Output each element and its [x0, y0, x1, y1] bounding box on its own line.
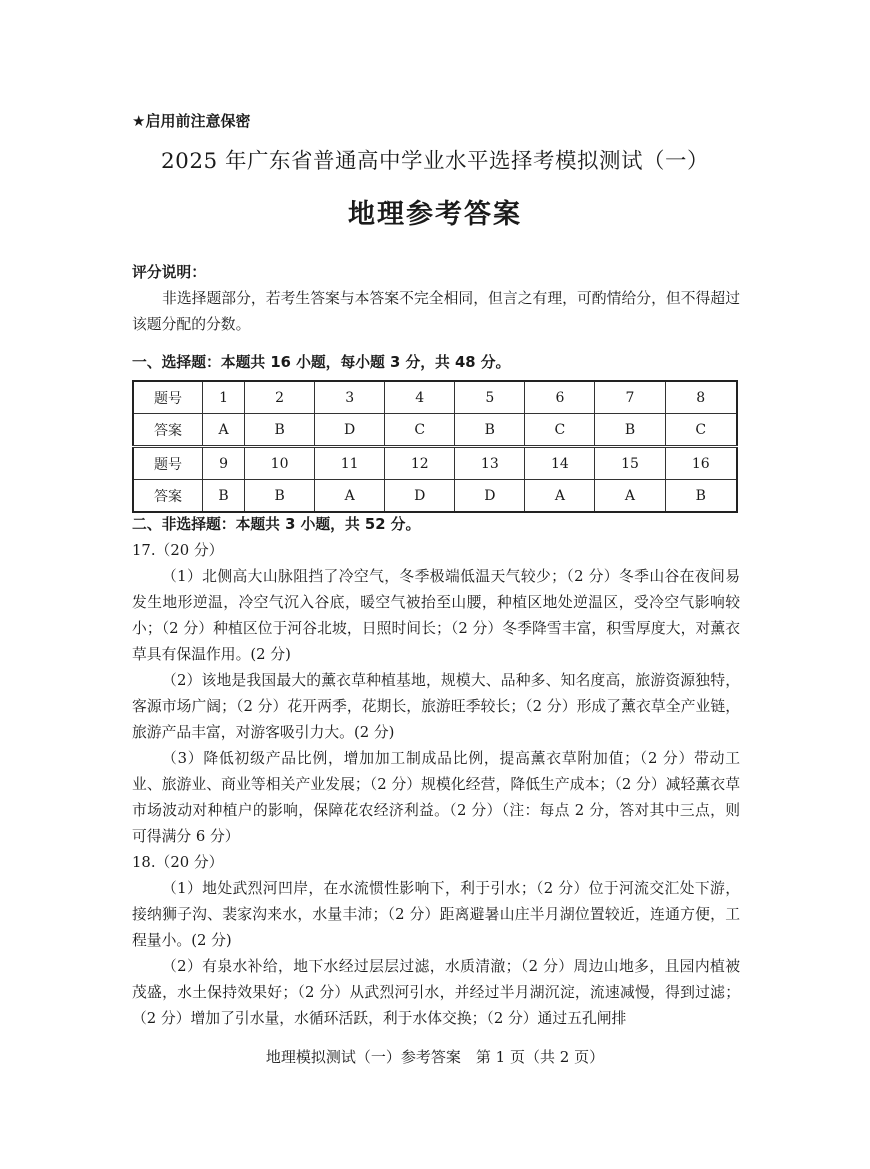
table-row-label: 答案	[133, 414, 203, 447]
q17-answer-3: （3）降低初级产品比例，增加加工制成品比例，提高薰衣草附加值；（2 分）带动工业、旅游业、商业等相关产业发展；（2 分）规模化经营，降低生产成本；（2 分）减轻薰衣草市场波动对种植户的影响，保障花农经济利益。（2 分）（注：每点 2 分，答对其中三点，则可得满分 6 分）	[132, 750, 740, 845]
table-cell: 4	[385, 381, 455, 414]
table-row	[133, 480, 737, 513]
table-cell: B	[245, 414, 315, 447]
table-row-label: 答案	[133, 480, 203, 513]
table-cell: 11	[315, 447, 385, 480]
table-row	[133, 381, 737, 414]
q18-answer-2: （2）有泉水补给，地下水经过层层过滤，水质清澈；（2 分）周边山地多，且园内植被茂盛，水土保持效果好；（2 分）从武烈河引水，并经过半月湖沉淀，流速减慢，得到过滤；（2 分）增加了引水量，水循环活跃，利于水体交换；（2 分）通过五孔闸排	[132, 958, 740, 1027]
scoring-instructions	[132, 260, 740, 338]
table-cell: D	[385, 480, 455, 513]
table-cell: B	[245, 480, 315, 513]
confidential-notice: ★启用前注意保密	[132, 112, 251, 130]
q17-answer-1: （1）北侧高大山脉阻挡了冷空气，冬季极端低温天气较少；（2 分）冬季山谷在夜间易发生地形逆温，冷空气沉入谷底，暖空气被抬至山腰，种植区地处逆温区，受冷空气影响较小；（2 分）种植区位于河谷北坡，日照时间长；（2 分）冬季降雪丰富，积雪厚度大，对薰衣草具有保温作用。(2 分)	[132, 568, 740, 663]
table-row-label: 题号	[133, 381, 203, 414]
table-cell: 15	[595, 447, 665, 480]
table-cell: A	[315, 480, 385, 513]
table-cell: B	[595, 414, 665, 447]
table-cell: B	[455, 414, 525, 447]
table-cell: 2	[245, 381, 315, 414]
table-cell: C	[385, 414, 455, 447]
q18-answer-1: （1）地处武烈河凹岸，在水流惯性影响下，利于引水；（2 分）位于河流交汇处下游，接纳狮子沟、裴家沟来水，水量丰沛；（2 分）距离避暑山庄半月湖位置较近，连通方便，工程量小。(2 分)	[132, 880, 740, 949]
table-cell: 7	[595, 381, 665, 414]
table-row-label: 题号	[133, 447, 203, 480]
scoring-heading: 评分说明：	[132, 264, 206, 281]
q17-title: 17.（20 分）	[132, 542, 224, 559]
table-cell: B	[665, 480, 737, 513]
section1-heading: 一、选择题：本题共 16 小题，每小题 3 分，共 48 分。	[132, 354, 511, 371]
table-cell: 1	[203, 381, 245, 414]
answer-table	[132, 380, 738, 513]
table-cell: 12	[385, 447, 455, 480]
table-cell: A	[525, 480, 595, 513]
table-row	[133, 447, 737, 480]
table-cell: 3	[315, 381, 385, 414]
scoring-note: 非选择题部分，若考生答案与本答案不完全相同，但言之有理，可酌情给分，但不得超过该题分配的分数。	[132, 290, 740, 333]
table-cell: 5	[455, 381, 525, 414]
table-cell: B	[203, 480, 245, 513]
section2-heading: 二、非选择题：本题共 3 小题，共 52 分。	[132, 516, 421, 533]
table-cell: 8	[665, 381, 737, 414]
table-cell: C	[665, 414, 737, 447]
table-cell: 14	[525, 447, 595, 480]
table-row	[133, 414, 737, 447]
document-title: 地理参考答案	[348, 199, 522, 230]
q18-title: 18.（20 分）	[132, 854, 224, 871]
table-cell: 6	[525, 381, 595, 414]
exam-title: 2025 年广东省普通高中学业水平选择考模拟测试（一）	[160, 149, 710, 174]
q17-answer-2: （2）该地是我国最大的薰衣草种植基地，规模大、品种多、知名度高，旅游资源独特，客源市场广阔；（2 分）花开两季，花期长，旅游旺季较长；（2 分）形成了薰衣草全产业链，旅游产品丰富，对游客吸引力大。(2 分)	[132, 672, 740, 741]
table-cell: 16	[665, 447, 737, 480]
section2	[132, 512, 740, 1032]
table-cell: C	[525, 414, 595, 447]
table-cell: A	[203, 414, 245, 447]
table-cell: 9	[203, 447, 245, 480]
table-cell: 13	[455, 447, 525, 480]
table-cell: D	[315, 414, 385, 447]
table-cell: 10	[245, 447, 315, 480]
page-footer: 地理模拟测试（一）参考答案 第 1 页（共 2 页）	[265, 1048, 605, 1066]
table-cell: A	[595, 480, 665, 513]
table-cell: D	[455, 480, 525, 513]
